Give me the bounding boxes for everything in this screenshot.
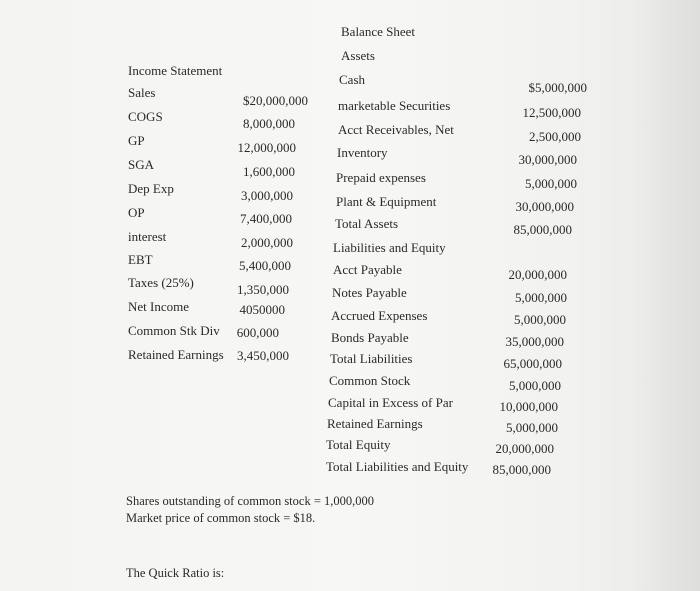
- bs-value-cash: $5,000,000: [528, 80, 587, 95]
- liabilities-equity-heading: Liabilities and Equity: [333, 240, 446, 255]
- bs-value-marketable-securities: 12,500,000: [522, 105, 581, 120]
- page-edge-shadow: [630, 0, 700, 591]
- is-value-op: 7,400,000: [240, 211, 292, 226]
- bs-value-common-stock: 5,000,000: [509, 378, 561, 393]
- market-price-note: Market price of common stock = $18.: [126, 511, 316, 525]
- is-value-sga: 1,600,000: [243, 164, 295, 179]
- bs-value-total-equity: 20,000,000: [495, 441, 554, 456]
- bs-label-prepaid-expenses: Prepaid expenses: [336, 170, 426, 185]
- bs-label-cash: Cash: [339, 72, 365, 87]
- bs-label-acct-payable: Acct Payable: [333, 262, 402, 277]
- is-value-common-stk-div: 600,000: [236, 325, 279, 340]
- is-label-dep-exp: Dep Exp: [128, 181, 174, 196]
- is-label-op: OP: [128, 205, 145, 220]
- bs-label-total-liab-equity: Total Liabilities and Equity: [326, 459, 469, 474]
- bs-label-total-assets: Total Assets: [335, 216, 399, 231]
- bs-label-retained-earnings: Retained Earnings: [327, 416, 423, 431]
- bs-label-plant-equipment: Plant & Equipment: [336, 194, 437, 209]
- income-statement-title: Income Statement: [128, 63, 223, 78]
- is-value-dep-exp: 3,000,000: [241, 188, 293, 203]
- is-label-gp: GP: [128, 133, 145, 148]
- bs-label-total-liabilities: Total Liabilities: [330, 351, 413, 366]
- bs-label-total-equity: Total Equity: [326, 437, 391, 452]
- bs-value-notes-payable: 5,000,000: [515, 290, 567, 305]
- balance-sheet-title: Balance Sheet: [341, 24, 415, 39]
- is-label-cogs: COGS: [128, 109, 163, 124]
- bs-label-marketable-securities: marketable Securities: [338, 98, 451, 113]
- is-label-sga: SGA: [128, 157, 155, 172]
- bs-label-accrued-expenses: Accrued Expenses: [331, 308, 428, 323]
- bs-value-total-assets: 85,000,000: [513, 222, 572, 237]
- bs-label-acct-receivables: Acct Receivables, Net: [338, 122, 454, 137]
- bs-value-inventory: 30,000,000: [518, 152, 577, 167]
- is-value-cogs: 8,000,000: [243, 116, 295, 131]
- is-value-gp: 12,000,000: [237, 140, 296, 155]
- assets-heading: Assets: [341, 48, 375, 63]
- is-label-sales: Sales: [128, 85, 156, 100]
- is-value-interest: 2,000,000: [241, 235, 293, 250]
- is-label-net-income: Net Income: [128, 299, 190, 314]
- bs-value-bonds-payable: 35,000,000: [505, 334, 564, 349]
- bs-label-common-stock: Common Stock: [329, 373, 411, 388]
- is-value-sales: $20,000,000: [243, 93, 308, 108]
- bs-value-accrued-expenses: 5,000,000: [514, 312, 566, 327]
- bs-label-notes-payable: Notes Payable: [332, 285, 407, 300]
- bs-value-plant-equipment: 30,000,000: [515, 199, 574, 214]
- is-label-taxes: Taxes (25%): [128, 275, 194, 290]
- is-value-ebt: 5,400,000: [239, 258, 291, 273]
- bs-label-inventory: Inventory: [337, 145, 388, 160]
- is-label-common-stk-div: Common Stk Div: [128, 323, 220, 338]
- bs-value-total-liab-equity: 85,000,000: [492, 462, 551, 477]
- bs-value-total-liabilities: 65,000,000: [503, 356, 562, 371]
- is-value-net-income: 4050000: [239, 302, 285, 317]
- is-label-interest: interest: [128, 229, 167, 244]
- bs-value-retained-earnings: 5,000,000: [506, 420, 558, 435]
- is-label-ebt: EBT: [128, 252, 153, 267]
- shares-outstanding-note: Shares outstanding of common stock = 1,000,000: [126, 494, 374, 508]
- is-value-taxes: 1,350,000: [237, 282, 289, 297]
- bs-value-capital-excess-par: 10,000,000: [499, 399, 558, 414]
- is-label-retained-earnings: Retained Earnings: [128, 347, 224, 362]
- quick-ratio-question: The Quick Ratio is:: [126, 566, 225, 580]
- bs-value-prepaid-expenses: 5,000,000: [525, 176, 577, 191]
- bs-value-acct-payable: 20,000,000: [508, 267, 567, 282]
- is-value-retained-earnings: 3,450,000: [237, 348, 289, 363]
- bs-label-capital-excess-par: Capital in Excess of Par: [328, 395, 453, 410]
- bs-value-acct-receivables: 2,500,000: [529, 129, 581, 144]
- bs-label-bonds-payable: Bonds Payable: [331, 330, 409, 345]
